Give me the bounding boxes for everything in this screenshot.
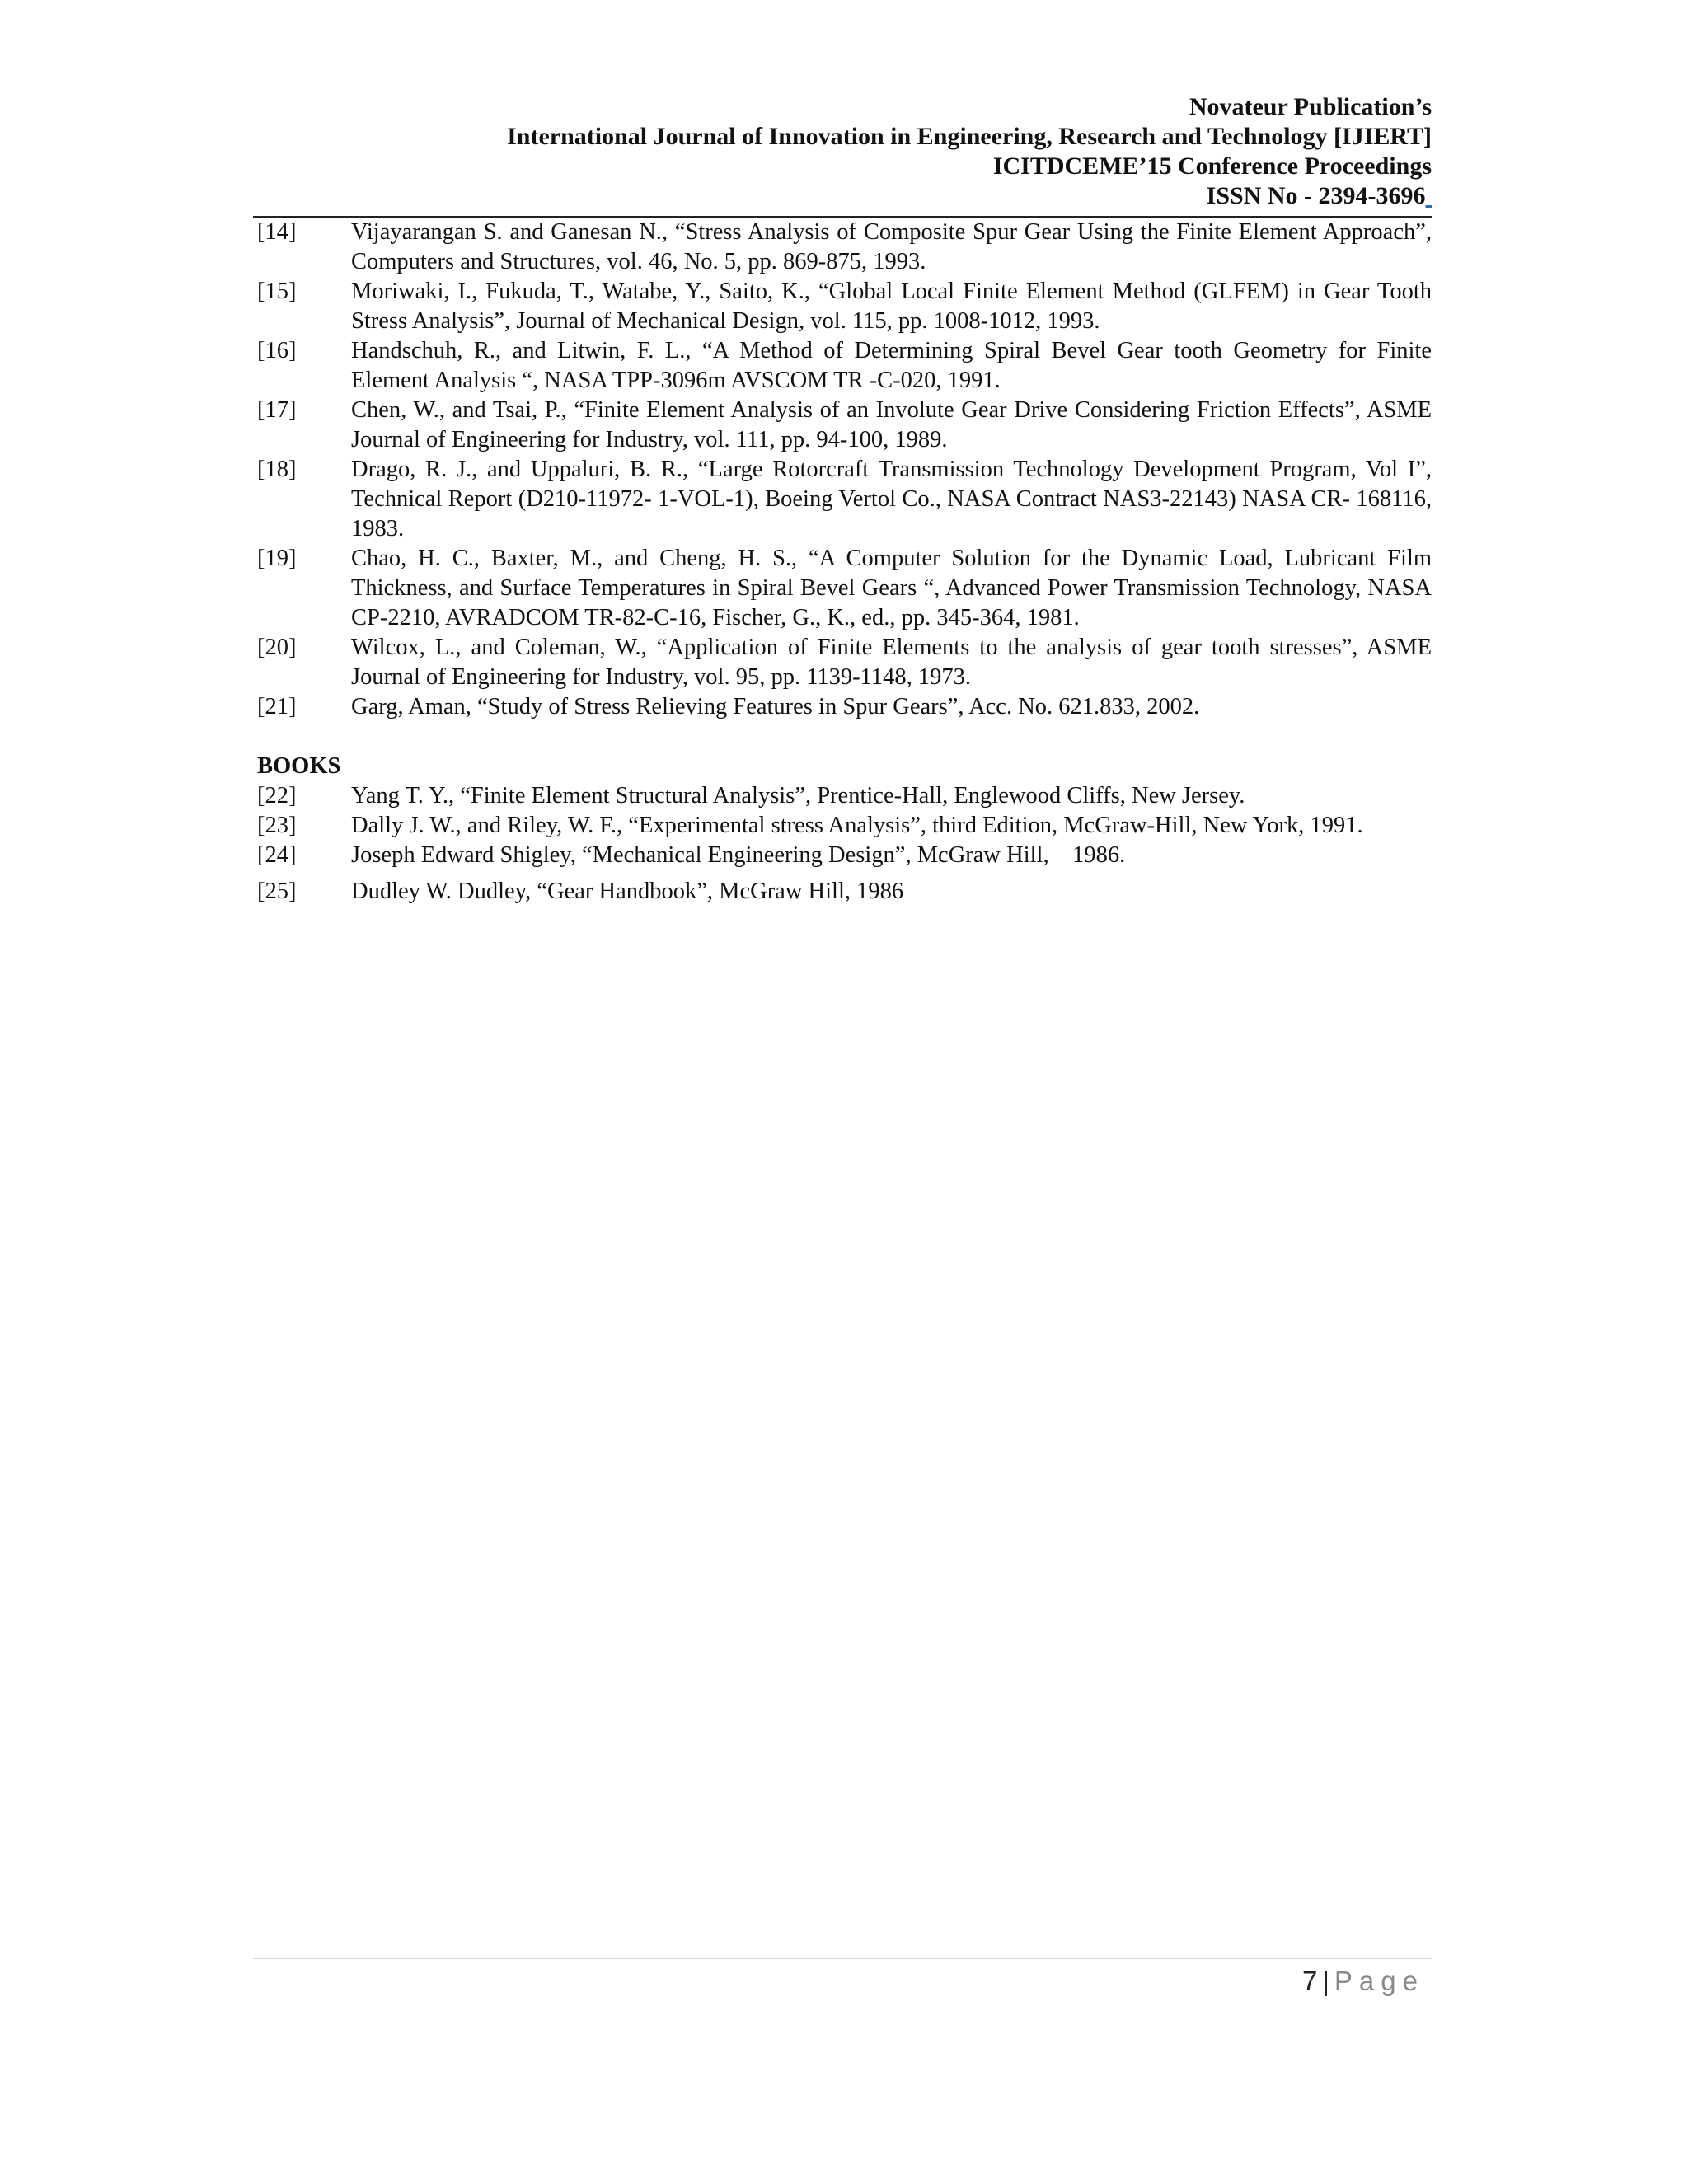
book-number: [23] [257, 813, 297, 838]
reference-text: Moriwaki, I., Fukuda, T., Watabe, Y., Saito, K., “Global Local Finite Element Method (GLFEM) in Gear Tooth Stress Analysis”, Journal of Mechanical Design, vol. 115, pp. 1008-1012, 1993. [351, 279, 1432, 334]
book-text: Yang T. Y., “Finite Element Structural Analysis”, Prentice-Hall, Englewood Cliffs, New Jersey. [351, 783, 1245, 808]
book-item [257, 811, 1432, 841]
issn-number: ISSN No - 2394-3696 [1206, 182, 1426, 209]
footer-divider [253, 1958, 1432, 1959]
reference-text: Drago, R. J., and Uppaluri, B. R., “Large Rotorcraft Transmission Technology Development Program, Vol I”, Technical Report (D210-11972- 1-VOL-1), Boeing Vertol Co., NASA Contract NAS3-22143) NASA CR- 168116, 1983. [351, 457, 1432, 541]
reference-text: Garg, Aman, “Study of Stress Relieving Features in Spur Gears”, Acc. No. 621.833, 2002. [351, 694, 1200, 719]
reference-item [257, 277, 1432, 336]
book-number: [24] [257, 842, 297, 868]
reference-item [257, 218, 1432, 277]
reference-item [257, 396, 1432, 455]
book-text: Dudley W. Dudley, “Gear Handbook”, McGraw Hill, 1986 [351, 879, 904, 904]
reference-number: [18] [257, 457, 297, 482]
issn-underline-mark [1426, 182, 1432, 209]
book-text: Joseph Edward Shigley, “Mechanical Engineering Design”, McGraw Hill, 1986. [351, 842, 1126, 868]
book-number: [25] [257, 879, 297, 904]
page-number: 7 [1301, 1966, 1318, 1996]
book-item [257, 781, 1432, 811]
issn-line [507, 181, 1432, 211]
reference-text: Chen, W., and Tsai, P., “Finite Element Analysis of an Involute Gear Drive Considering Friction Effects”, ASME Journal of Engineering for Industry, vol. 111, pp. 94-100, 1989. [351, 397, 1432, 452]
reference-number: [14] [257, 219, 297, 245]
reference-number: [19] [257, 546, 297, 571]
conference-name: ICITDCEME’15 Conference Proceedings [992, 152, 1432, 180]
reference-list [257, 218, 1432, 907]
book-item [257, 877, 1432, 907]
book-item [257, 841, 1432, 870]
page-footer [1302, 1965, 1424, 1998]
reference-number: [15] [257, 279, 297, 304]
book-text: Dally J. W., and Riley, W. F., “Experimental stress Analysis”, third Edition, McGraw-Hill, New York, 1991. [351, 813, 1363, 838]
page-separator: | [1322, 1966, 1329, 1996]
reference-item [257, 692, 1432, 722]
reference-item [257, 633, 1432, 692]
books-heading: BOOKS [257, 753, 341, 779]
reference-item [257, 544, 1432, 633]
publisher-name: Novateur Publication’s [1189, 93, 1432, 120]
reference-text: Chao, H. C., Baxter, M., and Cheng, H. S., “A Computer Solution for the Dynamic Load, Lubricant Film Thickness, and Surface Temperatures in Spiral Bevel Gears “, Advanced Power Transmission Technology, NASA CP-2210, AVRADCOM TR-82-C-16, Fischer, G., K., ed., pp. 345-364, 1981. [351, 546, 1432, 630]
journal-name: International Journal of Innovation in Engineering, Research and Technology [IJIERT] [507, 123, 1432, 150]
page-label: Page [1334, 1966, 1424, 1996]
reference-text: Wilcox, L., and Coleman, W., “Application of Finite Elements to the analysis of gear tooth stresses”, ASME Journal of Engineering for Industry, vol. 95, pp. 1139-1148, 1973. [351, 635, 1432, 690]
page-header [507, 92, 1432, 211]
reference-number: [16] [257, 338, 297, 363]
reference-number: [20] [257, 635, 297, 660]
reference-text: Vijayarangan S. and Ganesan N., “Stress Analysis of Composite Spur Gear Using the Finite Element Approach”, Computers and Structures, vol. 46, No. 5, pp. 869-875, 1993. [351, 219, 1432, 274]
reference-number: [21] [257, 694, 297, 719]
reference-text: Handschuh, R., and Litwin, F. L., “A Method of Determining Spiral Bevel Gear tooth Geometry for Finite Element Analysis “, NASA TPP-3096m AVSCOM TR -C-020, 1991. [351, 338, 1432, 393]
reference-item [257, 336, 1432, 396]
reference-item [257, 455, 1432, 544]
book-list [257, 781, 1432, 907]
book-number: [22] [257, 783, 297, 808]
reference-number: [17] [257, 397, 297, 423]
